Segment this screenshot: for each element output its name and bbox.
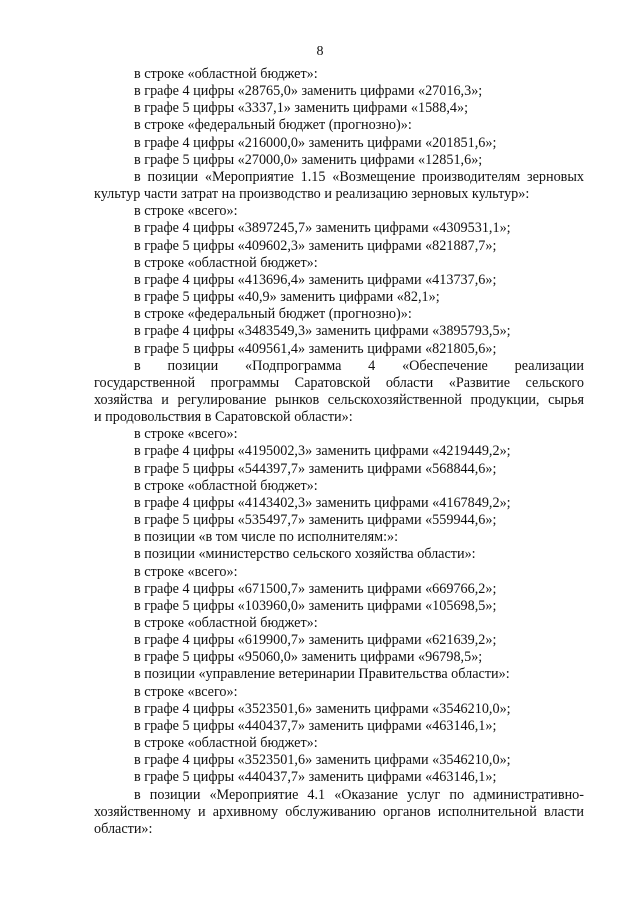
text-line: в строке «областной бюджет»: xyxy=(134,615,318,631)
text-line: в графе 5 цифры «27000,0» заменить цифрами «12851,6»; xyxy=(134,151,483,168)
text-line: хозяйственному и архивному обслуживанию органов исполнительной власти xyxy=(94,803,584,820)
text-line: в позиции «Мероприятие 4.1 «Оказание услуг по административно- xyxy=(134,786,584,803)
text-line: в позиции «Подпрограмма 4 «Обеспечение реализации xyxy=(134,357,584,374)
text-line: в строке «областной бюджет»: xyxy=(134,66,318,82)
text-line: и продовольствия в Саратовской области»: xyxy=(94,409,353,426)
text-line: в графе 4 цифры «4195002,3» заменить цифрами «4219449,2»; xyxy=(134,443,511,460)
page-number: 8 xyxy=(316,44,324,59)
text-line: в графе 4 цифры «4143402,3» заменить цифрами «4167849,2»; xyxy=(134,494,511,511)
text-line: в графе 5 цифры «440437,7» заменить цифрами «463146,1»; xyxy=(134,717,497,734)
text-line: государственной программы Саратовской области «Развитие сельского xyxy=(94,374,584,391)
text-line: в графе 5 цифры «40,9» заменить цифрами «82,1»; xyxy=(134,289,440,306)
text-line: в графе 5 цифры «409561,4» заменить цифрами «821805,6»; xyxy=(134,340,497,357)
text-line: в строке «всего»: xyxy=(134,563,238,580)
text-line: в позиции «министерство сельского хозяйства области»: xyxy=(134,546,476,563)
text-line: в графе 5 цифры «3337,1» заменить цифрами «1588,4»; xyxy=(134,100,469,117)
text-line: в строке «областной бюджет»: xyxy=(134,735,318,752)
text-line: области»: xyxy=(94,820,153,837)
text-line: в строке «всего»: xyxy=(134,203,238,220)
text-line: в графе 4 цифры «413696,4» заменить цифрами «413737,6»; xyxy=(134,271,497,288)
text-line: в позиции «Мероприятие 1.15 «Возмещение производителям зерновых xyxy=(134,168,584,185)
text-line: в строке «всего»: xyxy=(134,426,238,443)
document-body xyxy=(94,66,584,838)
text-line: в графе 4 цифры «28765,0» заменить цифрами «27016,3»; xyxy=(134,83,483,100)
text-line: в графе 4 цифры «619900,7» заменить цифрами «621639,2»; xyxy=(134,632,497,649)
text-line: в строке «федеральный бюджет (прогнозно)»: xyxy=(134,117,412,134)
text-line: в графе 5 цифры «440437,7» заменить цифрами «463146,1»; xyxy=(134,769,497,786)
text-line: в графе 4 цифры «3483549,3» заменить цифрами «3895793,5»; xyxy=(134,323,511,340)
text-line: в графе 4 цифры «671500,7» заменить цифрами «669766,2»; xyxy=(134,580,497,597)
text-line: культур части затрат на производство и реализацию зерновых культур»: xyxy=(94,186,530,203)
text-line: в строке «областной бюджет»: xyxy=(134,254,318,271)
text-line: в графе 5 цифры «535497,7» заменить цифрами «559944,6»; xyxy=(134,512,497,529)
text-line: в графе 5 цифры «544397,7» заменить цифрами «568844,6»; xyxy=(134,460,497,477)
text-line: в графе 4 цифры «3523501,6» заменить цифрами «3546210,0»; xyxy=(134,700,511,717)
text-line: в графе 4 цифры «3523501,6» заменить цифрами «3546210,0»; xyxy=(134,752,511,769)
text-line: в графе 5 цифры «409602,3» заменить цифрами «821887,7»; xyxy=(134,237,497,254)
text-line: в строке «областной бюджет»: xyxy=(134,477,318,494)
text-line: в графе 4 цифры «216000,0» заменить цифрами «201851,6»; xyxy=(134,134,497,151)
text-line: в позиции «управление ветеринарии Правительства области»: xyxy=(134,666,510,683)
text-line: в строке «всего»: xyxy=(134,683,238,700)
text-line: в графе 5 цифры «95060,0» заменить цифрами «96798,5»; xyxy=(134,649,483,666)
text-line: в строке «федеральный бюджет (прогнозно)»: xyxy=(134,306,412,323)
text-line: в графе 5 цифры «103960,0» заменить цифрами «105698,5»; xyxy=(134,597,497,614)
text-line: хозяйства и регулирование рынков сельскохозяйственной продукции, сырья xyxy=(94,391,584,408)
text-line: в позиции «в том числе по исполнителям:»: xyxy=(134,529,399,546)
text-line: в графе 4 цифры «3897245,7» заменить цифрами «4309531,1»; xyxy=(134,220,511,237)
